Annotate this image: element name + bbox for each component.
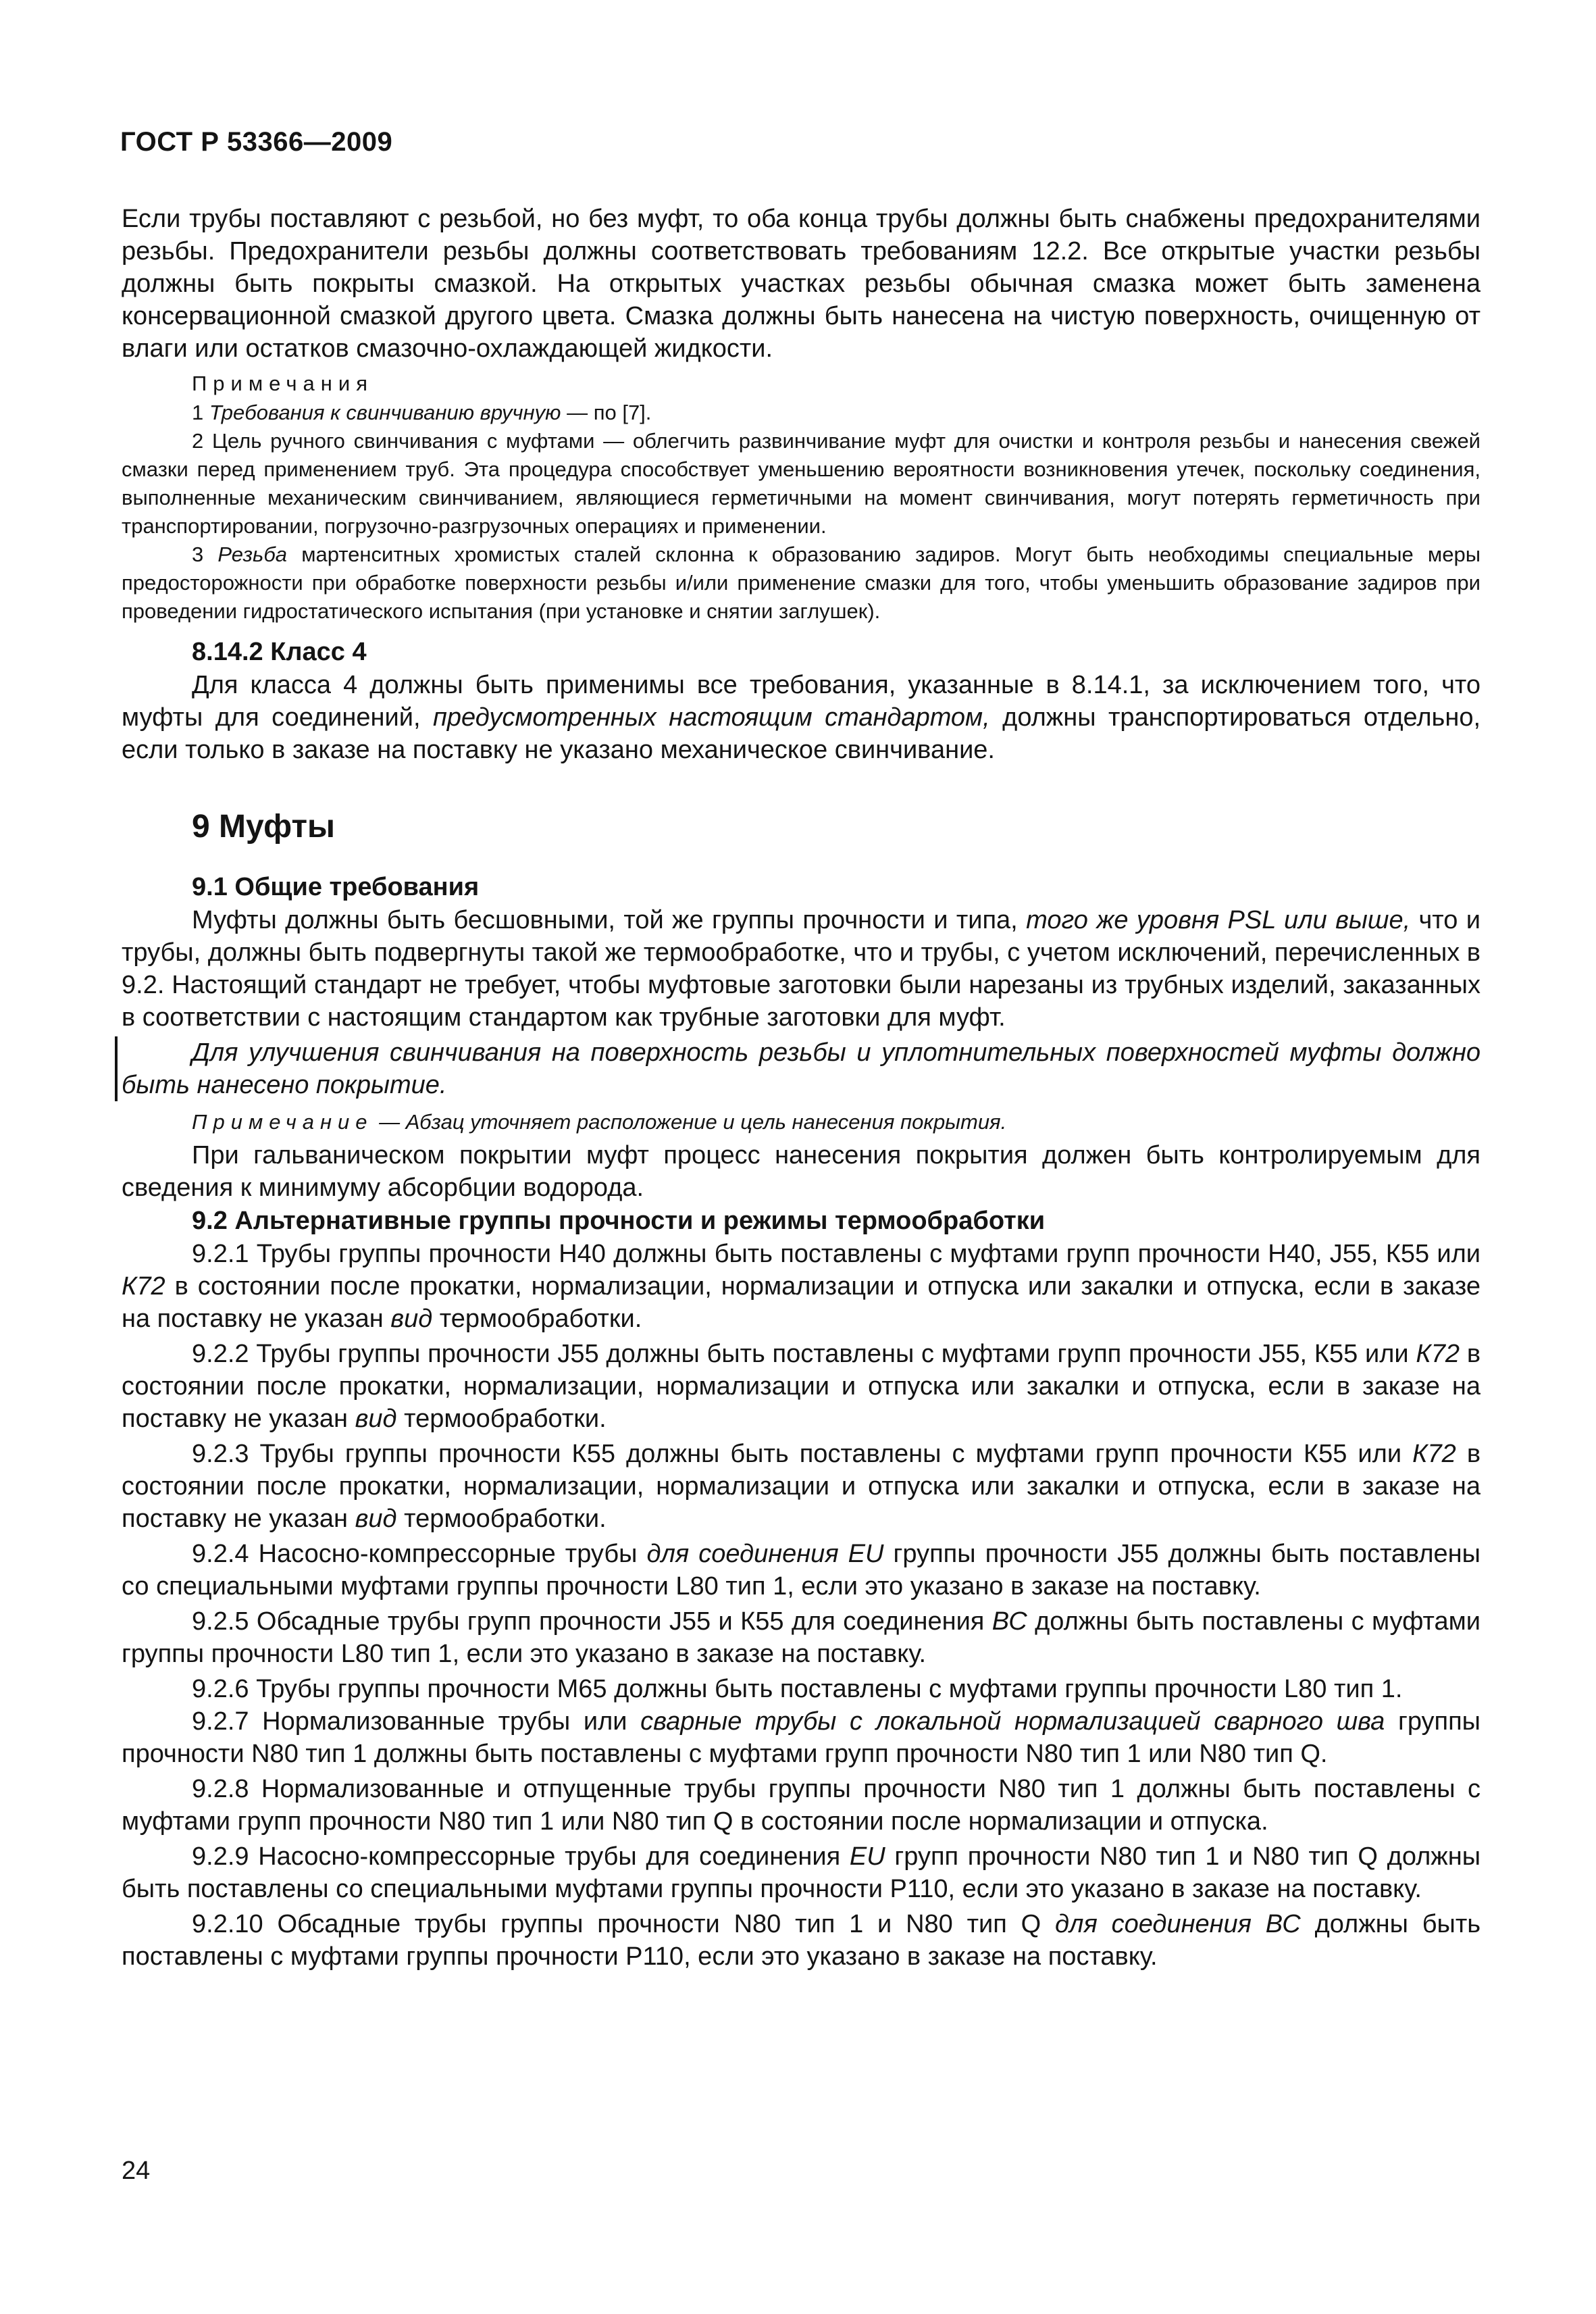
p922-c: в состоянии после прокатки, нормализации, нормализации и отпуска или закалки и отпуска, если в заказе на поставку не указан xyxy=(122,1340,1481,1433)
p924-c: группы прочности J55 должны быть поставлены со специальными муфтами группы прочности L80 тип 1, если это указано в заказе на поставку. xyxy=(122,1540,1481,1601)
para-9-2-9 xyxy=(122,1840,1481,1905)
class4-heading: 8.14.2 Класс 4 xyxy=(192,638,367,666)
p924-a: 9.2.4 Насосно-компрессорные трубы xyxy=(192,1540,638,1568)
p929-c: групп прочности N80 тип 1 и N80 тип Q должны быть поставлены со специальными муфтами группы прочности Р110, если это указано в заказе на поставку. xyxy=(122,1842,1481,1903)
p921-e: термообработки. xyxy=(439,1305,642,1333)
p922-e: термообработки. xyxy=(404,1405,607,1433)
p929-b: EU xyxy=(849,1842,885,1871)
class4-text-1: Для класса 4 должны быть применимы все требования, указанные в 8.14.1, за исключением того, что муфты для соединений, xyxy=(122,671,1481,732)
document-header: ГОСТ Р 53366—2009 xyxy=(120,127,393,157)
class4-text-3: должны транспортироваться отдельно, если только в заказе на поставку не указано механическое свинчивание. xyxy=(122,703,1481,764)
p927-a: 9.2.7 Нормализованные трубы или xyxy=(192,1707,627,1736)
note-1-rest: — по [7]. xyxy=(567,401,652,424)
section-9-1-paragraph xyxy=(122,904,1481,1034)
note-1-italic: Требования к свинчиванию вручную xyxy=(209,401,561,424)
page-number: 24 xyxy=(122,2157,151,2185)
note-1-number: 1 xyxy=(192,401,204,424)
p929-a: 9.2.9 Насосно-компрессорные трубы для соединения xyxy=(192,1842,841,1871)
para-9-2-3 xyxy=(122,1438,1481,1535)
note-3-italic: Резьба xyxy=(217,543,288,566)
p921-c: в состоянии после прокатки, нормализации, нормализации и отпуска или закалки и отпуска, если в заказе на поставку не указан xyxy=(122,1272,1481,1333)
p923-a: 9.2.3 Трубы группы прочности К55 должны быть поставлены с муфтами групп прочности К55 или xyxy=(192,1440,1402,1468)
note-3 xyxy=(122,540,1481,626)
s91-text-a: Муфты должны быть бесшовными, той же группы прочности и типа, xyxy=(192,906,1018,934)
coating-paragraph: Для улучшения свинчивания на поверхность резьбы и уплотнительных поверхностей муфты должно быть нанесено покрытие. xyxy=(122,1038,1481,1099)
para-9-2-2 xyxy=(122,1338,1481,1435)
note-2: 2 Цель ручного свинчивания с муфтами — облегчить развинчивание муфт для очистки и контроля резьбы и нанесения свежей смазки перед применением труб. Эта процедура способствует уменьшению вероятности возникновения утечек, поскольку соединения, выполненные механическим свинчиванием, являющиеся герметичными на момент свинчивания, могут потерять герметичность при транспортировании, погрузочно-разгрузочных операциях и применении. xyxy=(122,429,1481,538)
p922-d: вид xyxy=(355,1405,397,1433)
para-9-2-8: 9.2.8 Нормализованные и отпущенные трубы группы прочности N80 тип 1 должны быть поставлены с муфтами групп прочности N80 тип 1 или N80 тип Q в состоянии после нормализации и отпуска. xyxy=(122,1775,1481,1836)
section-9-title: 9 Муфты xyxy=(192,809,335,845)
p9210-b: для соединения ВС xyxy=(1055,1910,1301,1938)
note-3-number: 3 xyxy=(192,543,204,566)
p925-c: должны быть поставлены с муфтами группы прочности L80 тип 1, если это указано в заказе на поставку. xyxy=(122,1607,1481,1668)
section-9-2-heading: 9.2 Альтернативные группы прочности и режимы термообработки xyxy=(192,1207,1046,1235)
p921-d: вид xyxy=(390,1305,433,1333)
section-9-1-note-text: — Абзац уточняет расположение и цель нанесения покрытия. xyxy=(379,1110,1007,1134)
change-bar xyxy=(115,1036,118,1101)
galvanic-paragraph: При гальваническом покрытии муфт процесс нанесения покрытия должен быть контролируемым для сведения к минимуму абсорбции водорода. xyxy=(122,1141,1481,1202)
para-9-2-5 xyxy=(122,1605,1481,1670)
p9210-a: 9.2.10 Обсадные трубы группы прочности N80 тип 1 и N80 тип Q xyxy=(192,1910,1041,1938)
p923-d: вид xyxy=(355,1505,397,1533)
note-3-rest: мартенситных хромистых сталей склонна к образованию задиров. Могут быть необходимы специальные меры предосторожности при обработке поверхности резьбы и/или применение смазки для того, чтобы уменьшить образование задиров при проведении гидростатического испытания (при установке и снятии заглушек). xyxy=(122,543,1481,623)
intro-paragraph: Если трубы поставляют с резьбой, но без муфт, то оба конца трубы должны быть снабжены предохранителями резьбы. Предохранители резьбы должны соответствовать требованиям 12.2. Все открытые участки резьбы должны быть покрыты смазкой. На открытых участках резьбы обычная смазка может быть заменена консервационной смазкой другого цвета. Смазка должны быть нанесена на чистую поверхность, очищенную от влаги или остатков смазочно-охлаждающей жидкости. xyxy=(122,205,1481,363)
p925-a: 9.2.5 Обсадные трубы групп прочности J55 и К55 для соединения xyxy=(192,1607,985,1636)
page-content xyxy=(122,203,1481,1973)
section-9-1-note-label: Примечание xyxy=(192,1110,374,1134)
s91-text-c: что и трубы, должны быть подвергнуты такой же термообработке, что и трубы, с учетом исключений, перечисленных в 9.2. Настоящий стандарт не требует, чтобы муфтовые заготовки были нарезаны из трубных изделий, заказанных в соответствии с настоящим стандартом как трубные заготовки для муфт. xyxy=(122,906,1481,1032)
p921-b: К72 xyxy=(122,1272,165,1301)
p927-c: группы прочности N80 тип 1 должны быть поставлены с муфтами групп прочности N80 тип 1 или N80 тип Q. xyxy=(122,1707,1481,1768)
p9210-c: должны быть поставлены с муфтами группы прочности Р110, если это указано в заказе на поставку. xyxy=(122,1910,1481,1971)
coating-block xyxy=(122,1036,1481,1101)
class4-paragraph xyxy=(122,669,1481,766)
p922-b: К72 xyxy=(1416,1340,1460,1368)
para-9-2-6: 9.2.6 Трубы группы прочности М65 должны быть поставлены с муфтами группы прочности L80 тип 1. xyxy=(192,1675,1403,1703)
para-9-2-7 xyxy=(122,1705,1481,1770)
section-9-1-heading: 9.1 Общие требования xyxy=(192,873,480,901)
p924-b: для соединения EU xyxy=(646,1540,884,1568)
class4-text-2: предусмотренных настоящим стандартом, xyxy=(433,703,990,732)
para-9-2-4 xyxy=(122,1538,1481,1603)
p923-c: в состоянии после прокатки, нормализации, нормализации и отпуска или закалки и отпуска, если в заказе на поставку не указан xyxy=(122,1440,1481,1533)
section-9-1-note xyxy=(122,1108,1481,1136)
p923-e: термообработки. xyxy=(404,1505,607,1533)
p927-b: сварные трубы с локальной нормализацией сварного шва xyxy=(640,1707,1385,1736)
para-9-2-1 xyxy=(122,1238,1481,1335)
para-9-2-10 xyxy=(122,1908,1481,1973)
note-1 xyxy=(122,399,1481,427)
s91-text-b: того же уровня PSL или выше, xyxy=(1026,906,1411,934)
p923-b: К72 xyxy=(1412,1440,1456,1468)
p925-b: ВС xyxy=(992,1607,1027,1636)
notes-heading: Примечания xyxy=(192,372,374,395)
p921-a: 9.2.1 Трубы группы прочности Н40 должны быть поставлены с муфтами групп прочности Н40, J55, К55 или xyxy=(192,1240,1481,1268)
p922-a: 9.2.2 Трубы группы прочности J55 должны быть поставлены с муфтами групп прочности J55, К55 или xyxy=(192,1340,1409,1368)
